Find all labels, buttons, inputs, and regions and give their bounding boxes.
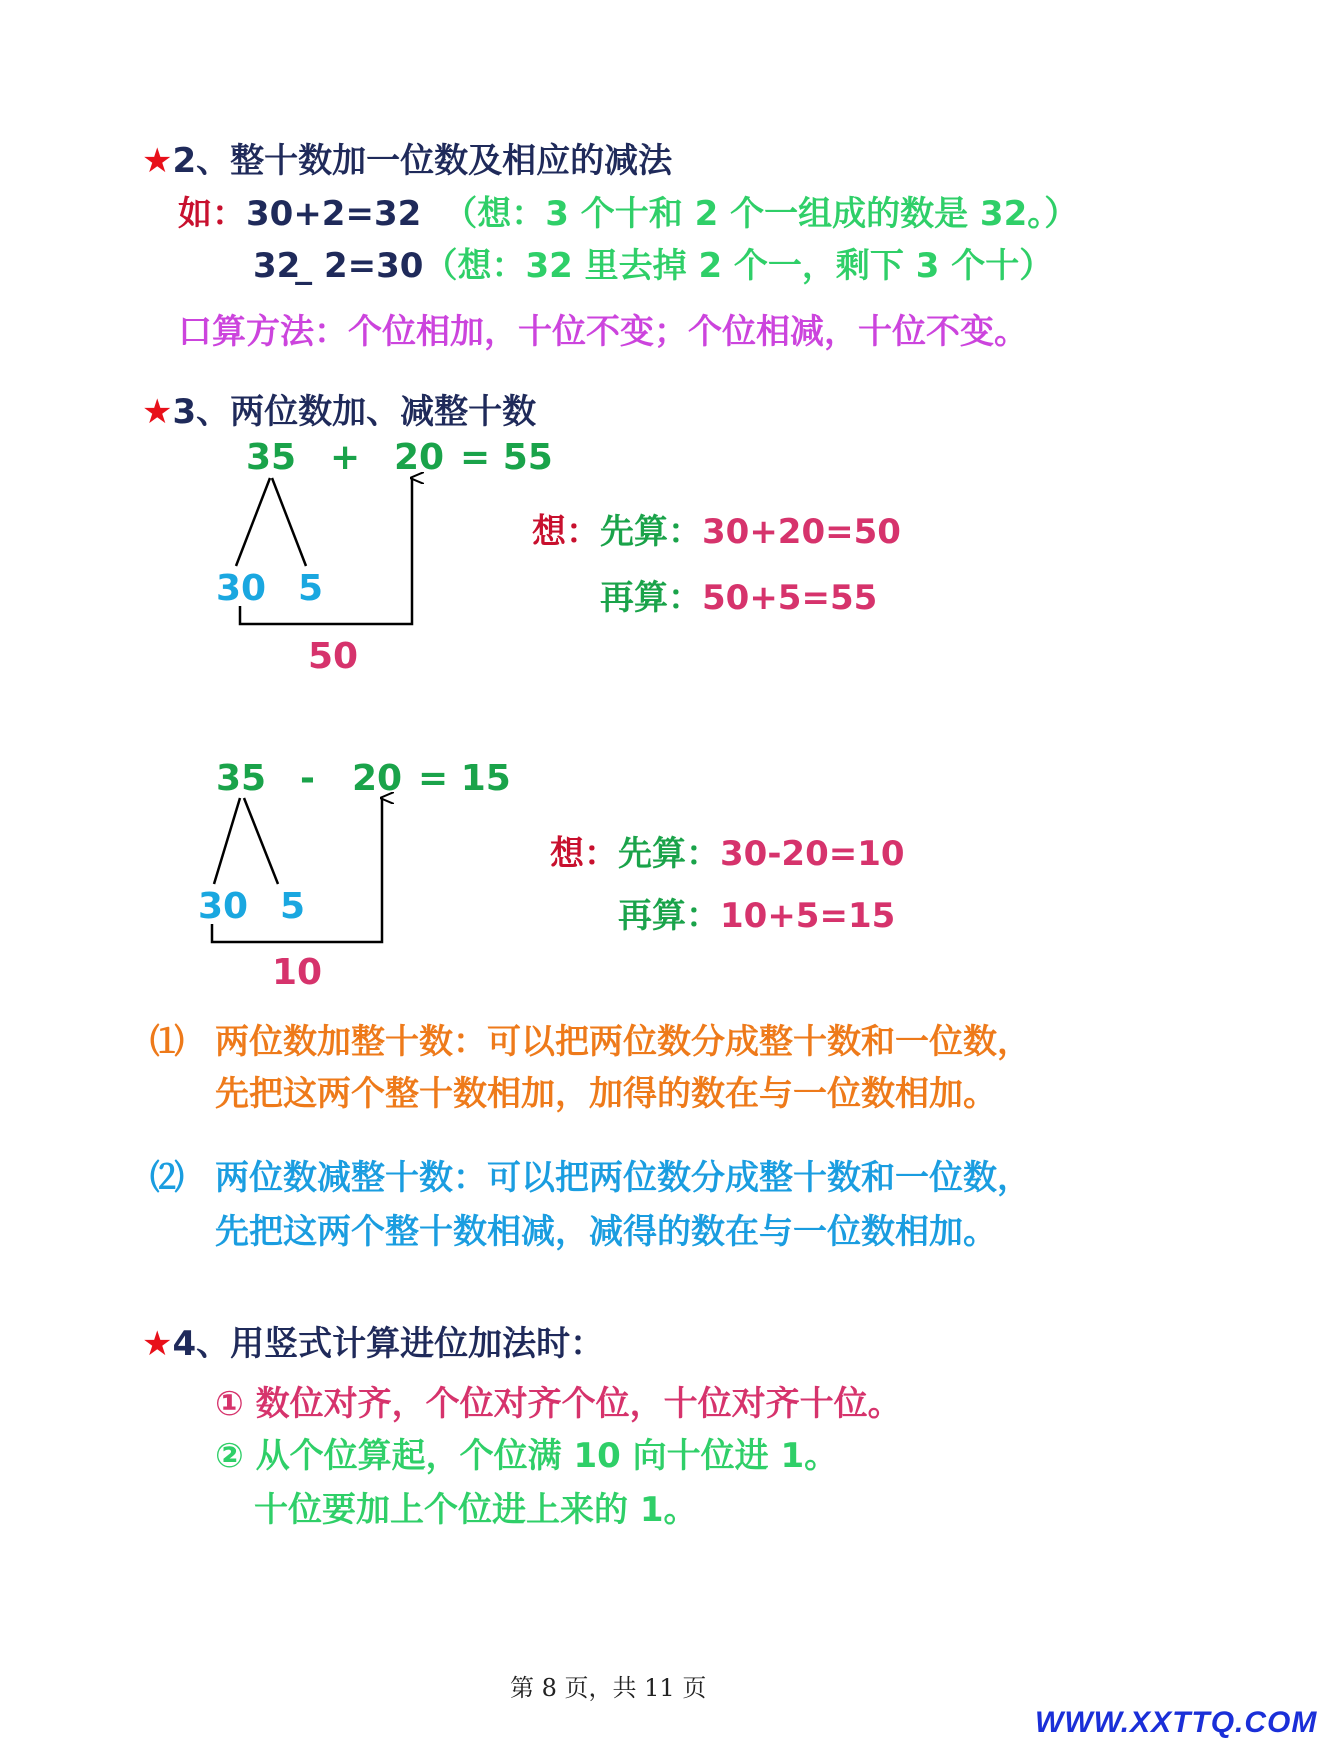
add-bracket [240, 478, 412, 624]
step2-label: 再算： [618, 896, 720, 936]
rule2-line2: 先把这两个整十数相减，减得的数在与一位数相加。 [215, 1212, 997, 1252]
add-tens: 30 [216, 568, 267, 609]
rule1-line2: 先把这两个整十数相加，加得的数在与一位数相加。 [215, 1074, 997, 1114]
sub-b: 20 [352, 758, 403, 799]
sub-op: - [300, 758, 315, 799]
sub-result: = 15 [418, 758, 511, 799]
rule1-number: ⑴ [150, 1022, 184, 1062]
sub-step2: 10+5=15 [720, 896, 896, 936]
add-op: + [330, 437, 361, 478]
sub-a: 35 [216, 758, 267, 799]
sub-bracket [212, 798, 382, 942]
rule2-number: ⑵ [150, 1158, 184, 1198]
add-branch-right [272, 478, 306, 566]
step1-label: 先算： [600, 512, 702, 552]
rule1-line1: 两位数加整十数：可以把两位数分成整十数和一位数， [215, 1022, 1031, 1062]
section4-title: 4、用竖式计算进位加法时： [172, 1324, 605, 1364]
example-label: 如： [178, 194, 246, 234]
section4-item1: ① 数位对齐，个位对齐个位，十位对齐十位。 [215, 1384, 902, 1424]
add-step2: 50+5=55 [702, 578, 878, 618]
section4-heading [142, 1316, 604, 1365]
rule2-line1: 两位数减整十数：可以把两位数分成整十数和一位数， [215, 1158, 1031, 1198]
section3-title: 3、两位数加、减整十数 [172, 392, 537, 432]
add-a: 35 [246, 437, 297, 478]
sub-ones: 5 [280, 886, 306, 927]
star-icon: ★ [142, 392, 173, 432]
add-sum: 50 [308, 636, 359, 677]
think-label: 想： [532, 512, 600, 552]
add-step1: 30+20=50 [702, 512, 901, 552]
add-result: = 55 [460, 437, 553, 478]
sub-branch-left [214, 798, 240, 884]
step2-label: 再算： [600, 578, 702, 618]
add-ones: 5 [298, 568, 324, 609]
sub-tens: 30 [198, 886, 249, 927]
section4-item3: 十位要加上个位进上来的 1。 [254, 1490, 698, 1530]
star-icon: ★ [142, 1324, 173, 1364]
add-branch-left [236, 478, 270, 566]
page-number: 第 8 页，共 11 页 [510, 1674, 707, 1702]
sub-step1: 30-20=10 [720, 834, 905, 874]
mental-method: 口算方法：个位相加，十位不变；个位相减，十位不变。 [178, 312, 1028, 352]
think-label: 想： [550, 834, 618, 874]
equation-1: 30+2=32 [246, 194, 422, 234]
sub-diff: 10 [272, 952, 323, 993]
section4-item2: ② 从个位算起，个位满 10 向十位进 1。 [215, 1436, 839, 1476]
equation-2: 32 ̲ 2=30 [253, 246, 424, 286]
site-watermark[interactable]: WWW.XXTTQ.COM [1035, 1706, 1317, 1739]
step1-label: 先算： [618, 834, 720, 874]
star-icon: ★ [142, 141, 173, 181]
add-b: 20 [394, 437, 445, 478]
section2-title: 2、整十数加一位数及相应的减法 [172, 141, 673, 181]
think-2: （想：32 里去掉 2 个一，剩下 3 个十） [423, 246, 1054, 286]
think-1: （想：3 个十和 2 个一组成的数是 32。） [443, 194, 1079, 234]
sub-branch-right [244, 798, 278, 884]
